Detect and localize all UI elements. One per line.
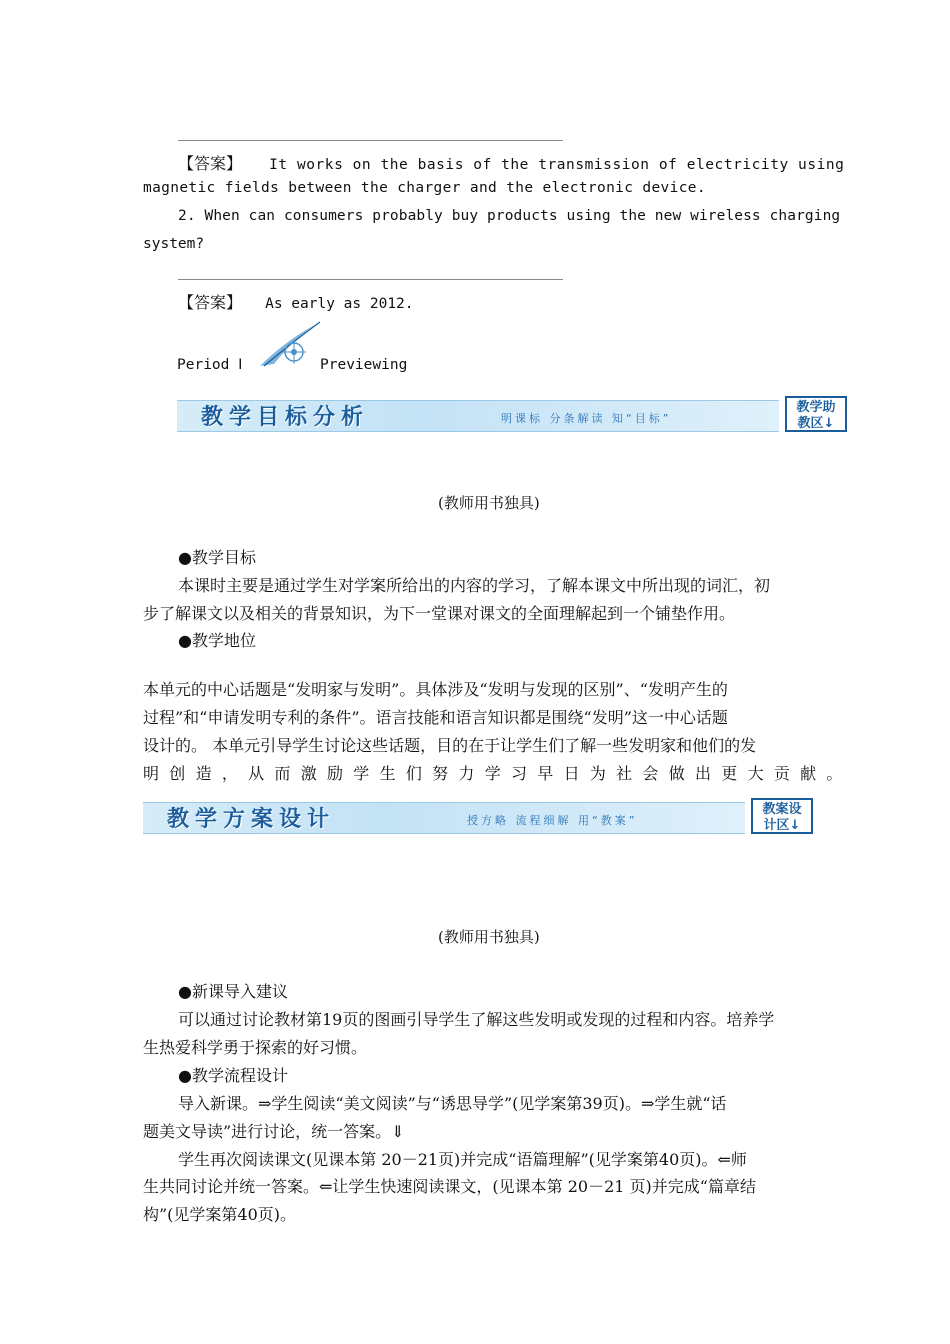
answer-1 [178, 151, 844, 174]
answer-line-1 [178, 140, 563, 141]
paragraph-line: 本单元的中心话题是“发明家与发明”。具体涉及“发明与发现的区别”、“发明产生的 [143, 680, 728, 699]
banner-tag-box [751, 798, 813, 834]
banner-tag-line: 教学助 [796, 400, 836, 415]
banner-design [143, 798, 815, 836]
question-2-cont: system? [143, 236, 205, 252]
paragraph-line: 步了解课文以及相关的背景知识，为下一堂课对课文的全面理解起到一个铺垫作用。 [143, 604, 736, 623]
teacher-note: (教师用书独具) [438, 928, 540, 946]
banner-subtitle: 明课标 分条解读 知“目标” [501, 412, 672, 425]
paragraph-line: 生热爱科学勇于探索的好习惯。 [143, 1038, 368, 1057]
paragraph-line: 题美文导读”进行讨论，统一答案。⇓ [143, 1122, 405, 1141]
banner-subtitle: 授方略 流程细解 用“教案” [467, 814, 638, 827]
paragraph-line: 学生再次阅读课文(见课本第 20－21页)并完成“语篇理解”(见学案第40页)。⇐师 [178, 1150, 747, 1169]
banner-tag-line: 教区↓ [797, 416, 835, 431]
section-heading: ●教学地位 [178, 631, 256, 650]
answer-tag: 【答案】 [178, 293, 243, 312]
answer-line-2 [178, 279, 563, 280]
answer-1-cont: magnetic fields between the charger and the electronic device. [143, 180, 706, 196]
answer-2 [178, 290, 414, 313]
answer-1-text: It works on the basis of the transmission of electricity using [269, 157, 845, 173]
period-logo-icon [256, 318, 326, 370]
paragraph-line: 导入新课。⇒学生阅读“美文阅读”与“诱思导学”(见学案第39页)。⇒学生就“话 [178, 1094, 727, 1113]
paragraph-line: 明 创 造 ， 从 而 激 励 学 生 们 努 力 学 习 早 日 为 社 会 做 出 更 大 贡 献 。 [143, 764, 846, 783]
banner-tag-line: 教案设 [762, 802, 802, 817]
banner-title: 教学方案设计 [167, 806, 336, 832]
period-label: Period Ⅰ [177, 357, 243, 373]
paragraph-line: 可以通过讨论教材第19页的图画引导学生了解这些发明或发现的过程和内容。培养学 [178, 1010, 775, 1029]
section-heading: ●教学流程设计 [178, 1066, 288, 1085]
banner-tag-line: 计区↓ [763, 818, 801, 833]
period-title: Previewing [320, 357, 408, 373]
answer-2-text: As early as 2012. [265, 296, 414, 312]
section-heading: ●教学目标 [178, 548, 256, 567]
paragraph-line: 构”(见学案第40页)。 [143, 1205, 297, 1224]
paragraph-line: 本课时主要是通过学生对学案所给出的内容的学习，了解本课文中所出现的词汇，初 [178, 576, 771, 595]
question-2: 2. When can consumers probably buy products using the new wireless charging [178, 208, 841, 224]
paragraph-line: 生共同讨论并统一答案。⇐让学生快速阅读课文，(见课本第 20－21 页)并完成“篇章结 [143, 1177, 756, 1196]
paragraph-line: 设计的。 本单元引导学生讨论这些话题，目的在于让学生们了解一些发明家和他们的发 [143, 736, 757, 755]
banner-title: 教学目标分析 [201, 404, 370, 430]
teacher-note: (教师用书独具) [438, 494, 540, 512]
answer-tag: 【答案】 [178, 154, 243, 173]
paragraph-line: 过程”和“申请发明专利的条件”。语言技能和语言知识都是围绕“发明”这一中心话题 [143, 708, 728, 727]
banner-tag-box [785, 396, 847, 432]
section-heading: ●新课导入建议 [178, 982, 288, 1001]
banner-objectives [177, 396, 849, 434]
